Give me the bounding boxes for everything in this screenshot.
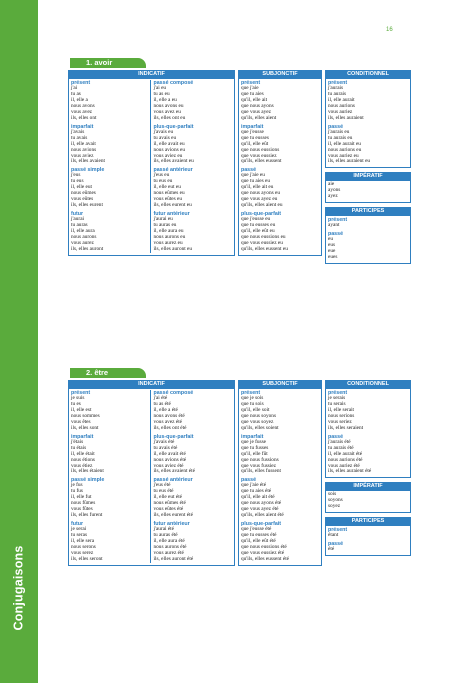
indicatif-box — [68, 78, 235, 256]
verb-form: nous avons — [71, 102, 95, 109]
tense-name: passé — [328, 433, 344, 440]
verb-form: je serais — [328, 395, 346, 401]
verb-form: ils, elles auraient été — [328, 468, 372, 475]
indicatif-header: INDICATIF — [68, 380, 235, 388]
verb-form: vous serez — [71, 549, 94, 556]
sidebar — [0, 0, 38, 683]
verb-form: j'aurai — [71, 216, 85, 223]
verb-form: que vous eussiez été — [241, 549, 285, 556]
verb-form: nous avions — [71, 146, 97, 153]
verb-form: vous auriez — [328, 108, 353, 115]
verb-form: qu'il, elle soit — [241, 406, 270, 413]
verb-form: tu fus — [71, 488, 83, 495]
verb-form: il, elle avait été — [153, 450, 186, 457]
verb-form: je fus — [71, 482, 83, 489]
verb-form: ayez — [328, 193, 338, 200]
verb-form: que tu eusses eu — [241, 222, 276, 229]
verb-form: il, elle aura eu — [153, 228, 184, 235]
tense-name: passé simple — [71, 477, 105, 484]
verb-form: j'avais eu — [153, 128, 174, 135]
verb-form: nous fûmes — [71, 500, 96, 507]
verb-form: tu as eu — [153, 90, 170, 97]
verb-form: j'aurais été — [328, 438, 351, 445]
verb-form: il, elle a été — [153, 406, 178, 413]
verb-form: j'aurai été — [153, 526, 175, 533]
right-column — [325, 70, 411, 264]
verb-form: j'étais — [71, 438, 84, 445]
verb-form: que vous eussiez — [241, 152, 277, 159]
verb-form: j'aurai eu — [153, 216, 173, 223]
verb-form: tu serais — [328, 400, 346, 407]
verb-form: tu eus été — [153, 488, 174, 495]
verb-form: que vous ayez eu — [241, 196, 278, 203]
verb-form: tu avais — [71, 134, 88, 141]
verb-form: que tu eusses — [241, 134, 269, 141]
verb-form: que tu aies été — [241, 488, 272, 495]
verb-form: vous aurez eu — [153, 239, 183, 246]
indicatif-simple-tenses — [71, 390, 150, 563]
verb-form: ayons — [328, 187, 341, 194]
verb-form: que j'eusse — [241, 128, 264, 135]
tense-name: imparfait — [241, 433, 264, 440]
verb-columns — [68, 70, 411, 264]
indicatif-box — [68, 388, 235, 566]
verb-form: nous avions été — [153, 456, 187, 463]
tense-name: présent — [241, 80, 261, 86]
verb-form: il, elle eut — [71, 184, 93, 191]
verb-form: il, elle a eu — [153, 96, 177, 103]
subjonctif-header: SUBJONCTIF — [238, 380, 322, 388]
verb-form: nous eûmes — [71, 190, 96, 197]
tense-name: passé — [328, 541, 344, 548]
verb-form: il, elle sera — [71, 538, 95, 545]
verb-form: tu seras — [71, 532, 88, 539]
page-number: 16 — [386, 27, 393, 33]
verb-form: ils, elles eurent été — [153, 512, 193, 519]
verb-form: ils, elles avaient eu — [153, 158, 194, 165]
verb-form: il, elle avait eu — [153, 140, 185, 147]
verb-form: qu'ils, elles fussent — [241, 468, 281, 475]
verb-form: tu eus eu — [153, 178, 173, 185]
verb-tab: 1. avoir — [70, 58, 146, 68]
verb-form: eues — [328, 254, 338, 261]
participes-box — [325, 525, 411, 556]
indicatif-column — [68, 380, 235, 566]
tense-name: passé — [328, 123, 344, 130]
verb-form: que j'eusse eu — [241, 216, 271, 223]
indicatif-header: INDICATIF — [68, 70, 235, 78]
tense-name: passé — [241, 477, 257, 484]
verb-form: vous étiez — [71, 462, 93, 469]
indicatif-compound-tenses — [150, 80, 233, 253]
verb-form: sois — [328, 491, 337, 498]
verb-form: il, elle aurait été — [328, 450, 363, 457]
tense-name: passé — [241, 167, 257, 174]
tense-name: passé simple — [71, 167, 105, 174]
verb-form: que tu aies eu — [241, 178, 270, 185]
verb-form: tu eus — [71, 178, 84, 185]
verb-form: vous aurez été — [153, 549, 184, 556]
tense-name: futur antérieur — [153, 521, 190, 528]
verb-form: qu'ils, elles eussent — [241, 158, 282, 165]
verb-form: étant — [328, 532, 339, 539]
verb-form: que j'aie eu — [241, 172, 265, 179]
indicatif-simple-tenses — [71, 80, 150, 253]
verb-form: que vous soyez — [241, 418, 274, 425]
verb-form: il, elle aurait eu — [328, 140, 361, 147]
imperatif-box — [325, 180, 411, 203]
verb-form: ayant — [328, 222, 340, 229]
verb-form: nous avons été — [153, 412, 185, 419]
participes-forms — [328, 217, 408, 261]
verb-form: qu'ils, elles eussent eu — [241, 245, 288, 252]
verb-form: eus — [328, 242, 336, 249]
verb-form: que tu eusses été — [241, 532, 277, 539]
conditionnel-box — [325, 78, 411, 168]
verb-form: que tu sois — [241, 400, 264, 407]
tense-name: plus-que-parfait — [241, 521, 282, 528]
participes-box — [325, 215, 411, 264]
verb-form: vous fûtes — [71, 506, 93, 513]
tense-name: imparfait — [71, 433, 94, 440]
verb-form: que nous eussions été — [241, 544, 287, 551]
tense-name: passé — [328, 231, 344, 238]
verb-form: tu avais eu — [153, 134, 177, 141]
tense-name: passé antérieur — [153, 167, 193, 174]
verb-form: qu'ils, elles soient — [241, 424, 279, 431]
verb-form: ils, elles avaient été — [153, 468, 195, 475]
verb-form: nous sommes — [71, 412, 100, 419]
verb-form: qu'ils, elles aient été — [241, 512, 284, 519]
participes-header: PARTICIPES — [325, 517, 411, 525]
tense-name: présent — [71, 390, 91, 396]
verb-form: que nous soyons — [241, 412, 277, 419]
tense-name: passé composé — [153, 390, 194, 396]
imperatif-box — [325, 490, 411, 513]
verb-form: j'avais — [71, 128, 85, 135]
subjonctif-tenses — [241, 80, 319, 253]
tense-name: présent — [328, 527, 348, 534]
subjonctif-column — [238, 380, 322, 566]
tense-name: présent — [71, 80, 91, 86]
verb-form: ils, elles eurent — [71, 202, 103, 209]
verb-form: que nous ayons été — [241, 500, 282, 507]
verb-form: vous avez eu — [153, 108, 181, 115]
verb-form: que nous eussions — [241, 146, 280, 153]
verb-form: j'aurais — [328, 85, 344, 91]
verb-form: tu aurais — [328, 90, 347, 97]
verb-form: j'ai été — [153, 395, 168, 401]
verb-form: été — [328, 546, 335, 553]
verb-form: ils, elles ont été — [153, 424, 187, 431]
verb-form: nous aurions été — [328, 456, 363, 463]
verb-form: qu'ils, elles aient eu — [241, 202, 283, 209]
verb-form: eue — [328, 248, 336, 255]
verb-form: ils, elles auraient eu — [328, 158, 371, 165]
verb-form: nous eûmes été — [153, 500, 186, 507]
verb-form: ils, elles seraient — [328, 424, 364, 431]
subjonctif-header: SUBJONCTIF — [238, 70, 322, 78]
verb-form: vous eûtes eu — [153, 196, 183, 203]
verb-form: j'ai — [71, 85, 78, 91]
tense-name: imparfait — [71, 123, 94, 130]
verb-form: vous auriez eu — [328, 152, 359, 159]
verb-form: ils, elles furent — [71, 512, 103, 519]
verb-form: il, elle aura — [71, 228, 95, 235]
verb-form: ils, elles auront eu — [153, 245, 193, 252]
conditionnel-tenses — [328, 390, 408, 475]
verb-form: qu'il, elle eût — [241, 140, 269, 147]
participes-forms — [328, 527, 408, 553]
sidebar-title-text: Conjugaisons — [12, 545, 27, 631]
verb-form: vous auriez été — [328, 462, 360, 469]
verb-form: tu aurais eu — [328, 134, 353, 141]
verb-form: soyons — [328, 497, 343, 504]
verb-form: qu'il, elle eût été — [241, 538, 276, 545]
conditionnel-tenses — [328, 80, 408, 165]
verb-form: que j'eusse été — [241, 526, 272, 533]
verb-form: qu'il, elle ait eu — [241, 184, 274, 191]
verb-form: nous aurons été — [153, 544, 187, 551]
verb-form: que nous fussions — [241, 456, 279, 463]
verb-form: ils, elles sont — [71, 424, 99, 431]
imperatif-header: IMPÉRATIF — [325, 172, 411, 180]
tense-name: présent — [328, 80, 348, 86]
subjonctif-box — [238, 78, 322, 256]
verb-form: ils, elles étaient — [71, 468, 104, 475]
verb-form: nous eûmes eu — [153, 190, 185, 197]
verb-form: qu'il, elle eût eu — [241, 228, 275, 235]
tense-name: passé composé — [153, 80, 194, 86]
verb-form: il, elle a — [71, 96, 88, 103]
conditionnel-box — [325, 388, 411, 478]
verb-form: vous aviez — [71, 152, 94, 159]
verb-form: je suis — [71, 395, 85, 401]
indicatif-column — [68, 70, 235, 264]
verb-form: vous eûtes été — [153, 506, 184, 513]
verb-form: vous avez — [71, 108, 93, 115]
verb-form: ils, elles auront — [71, 245, 104, 252]
verb-form: que vous ayez été — [241, 506, 279, 513]
participes-header: PARTICIPES — [325, 207, 411, 215]
verb-form: qu'ils, elles eussent été — [241, 555, 290, 562]
verb-form: nous serions — [328, 412, 355, 419]
verb-columns — [68, 380, 411, 566]
tense-name: plus-que-parfait — [153, 123, 194, 130]
verb-form: aie — [328, 181, 335, 188]
verb-form: nous avions eu — [153, 146, 185, 153]
verb-form: que je fusse — [241, 438, 267, 445]
verb-form: vous eûtes — [71, 196, 94, 203]
conditionnel-header: CONDITIONNEL — [325, 380, 411, 388]
verb-form: que nous ayons — [241, 102, 274, 109]
verb-form: j'avais été — [153, 438, 175, 445]
verb-form: tu avais été — [153, 444, 178, 451]
subjonctif-box — [238, 388, 322, 566]
verb-form: tu es — [71, 400, 81, 407]
verb-form: que vous fussiez — [241, 462, 277, 469]
tense-name: futur — [71, 521, 84, 528]
tense-name: futur antérieur — [153, 211, 190, 218]
tense-name: futur — [71, 211, 84, 218]
verb-form: nous aurons — [71, 234, 97, 241]
right-column — [325, 380, 411, 566]
verb-form: nous étions — [71, 456, 95, 463]
verb-form: tu étais — [71, 444, 87, 451]
verb-form: il, elle aurait — [328, 96, 355, 103]
tense-name: présent — [241, 390, 261, 396]
verb-form: je serai — [71, 526, 87, 533]
verb-form: vous seriez — [328, 418, 352, 425]
tense-name: plus-que-parfait — [241, 211, 282, 218]
verb-form: ils, elles avaient — [71, 158, 105, 165]
verb-form: que j'aie — [241, 85, 259, 91]
verb-form: tu as été — [153, 400, 171, 407]
verb-form: j'eus été — [153, 482, 171, 489]
verb-form: tu auras eu — [153, 222, 177, 229]
verb-form: eu — [328, 236, 333, 243]
verb-form: que nous eussions eu — [241, 234, 286, 241]
indicatif-compound-tenses — [150, 390, 233, 563]
subjonctif-tenses — [241, 390, 319, 563]
verb-form: nous avons eu — [153, 102, 184, 109]
verb-form: nous serons — [71, 544, 96, 551]
verb-form: tu aurais été — [328, 444, 354, 451]
verb-form: que je sois — [241, 395, 264, 401]
verb-form: tu as — [71, 90, 81, 97]
verb-form: ils, elles auront été — [153, 555, 194, 562]
verb-form: qu'ils, elles aient — [241, 114, 277, 121]
imperatif-forms — [328, 182, 408, 200]
verb-form: nous aurons eu — [153, 234, 186, 241]
tense-name: plus-que-parfait — [153, 433, 194, 440]
verb-form: il, elle avait — [71, 140, 96, 147]
subjonctif-column — [238, 70, 322, 264]
verb-form: ils, elles eurent eu — [153, 202, 192, 209]
verb-form: j'aurais eu — [328, 128, 350, 135]
verb-form: que vous ayez — [241, 108, 272, 115]
verb-form: il, elle eut eu — [153, 184, 181, 191]
verb-tab: 2. être — [70, 368, 146, 378]
verb-form: vous êtes — [71, 418, 91, 425]
verb-form: que vous eussiez eu — [241, 239, 283, 246]
verb-form: vous aviez eu — [153, 152, 183, 159]
verb-form: vous avez été — [153, 418, 183, 425]
imperatif-header: IMPÉRATIF — [325, 482, 411, 490]
verb-form: il, elle serait — [328, 406, 355, 413]
verb-form: nous aurions eu — [328, 146, 362, 153]
imperatif-forms — [328, 492, 408, 510]
conditionnel-header: CONDITIONNEL — [325, 70, 411, 78]
verb-form: tu auras été — [153, 532, 178, 539]
verb-form: il, elle était — [71, 450, 95, 457]
tense-name: présent — [328, 390, 348, 396]
verb-form: ils, elles auraient — [328, 114, 364, 121]
tense-name: imparfait — [241, 123, 264, 130]
tense-name: présent — [328, 217, 348, 224]
verb-form: vous aviez été — [153, 462, 184, 469]
verb-form: que tu aies — [241, 90, 264, 97]
verb-form: nous aurions — [328, 102, 355, 109]
verb-form: qu'il, elle ait été — [241, 494, 275, 501]
verb-form: j'eus — [71, 172, 81, 179]
verb-form: ils, elles ont eu — [153, 114, 186, 121]
verb-form: qu'il, elle fût — [241, 450, 268, 457]
verb-form: il, elle eut été — [153, 494, 183, 501]
verb-form: que tu fusses — [241, 444, 269, 451]
verb-form: que j'aie été — [241, 482, 267, 489]
verb-form: il, elle fut — [71, 494, 92, 501]
verb-form: ils, elles ont — [71, 114, 97, 121]
verb-form: soyez — [328, 503, 341, 510]
verb-form: tu auras — [71, 222, 88, 229]
verb-form: j'ai eu — [153, 85, 167, 91]
tense-name: passé antérieur — [153, 477, 193, 484]
verb-form: il, elle aura été — [153, 538, 185, 545]
verb-form: vous aurez — [71, 239, 94, 246]
verb-form: il, elle est — [71, 406, 92, 413]
verb-form: que nous ayons eu — [241, 190, 280, 197]
verb-form: j'eus eu — [153, 172, 170, 179]
sidebar-title — [2, 533, 36, 643]
verb-form: qu'il, elle ait — [241, 96, 268, 103]
verb-form: ils, elles seront — [71, 555, 103, 562]
